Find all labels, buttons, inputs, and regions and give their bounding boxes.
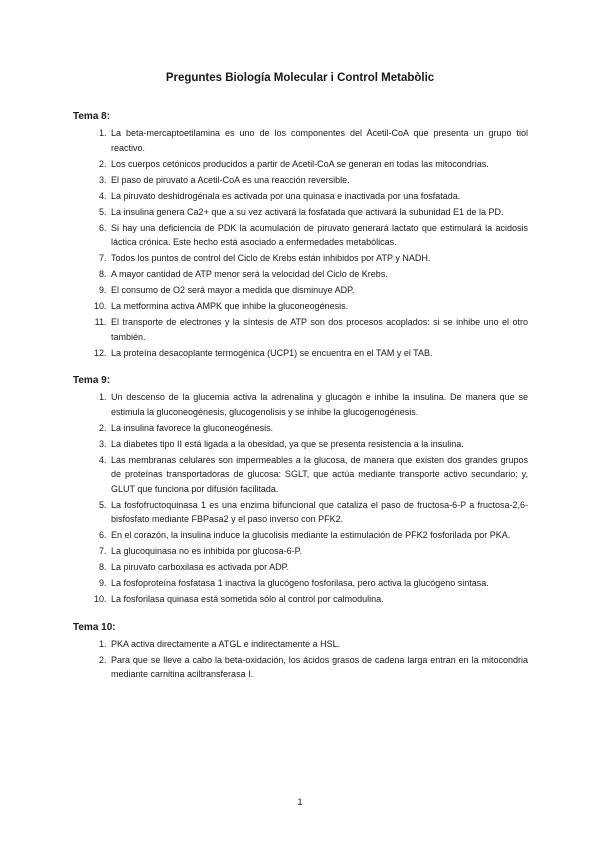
- page-number: 1: [297, 797, 303, 807]
- question-item: 9. La fosfoproteína fosfatasa 1 inactiva la glucógeno fosforilasa, pero activa la glucógeno sintasa.: [109, 576, 528, 591]
- question-item: 12. La proteína desacoplante termogénica (UCP1) se encuentra en el TAM y el TAB.: [109, 346, 528, 361]
- document-title: Preguntes Biología Molecular i Control Metabòlic: [165, 72, 435, 84]
- question-item: 9. El consumo de O2 será mayor a medida que disminuye ADP.: [109, 283, 528, 298]
- question-item: 1. PKA activa directamente a ATGL e indirectamente a HSL.: [109, 637, 528, 652]
- document-body: [73, 110, 528, 696]
- section: [73, 110, 528, 360]
- question-item: 10. La metformina activa AMPK que inhibe la gluconeogénesis.: [109, 299, 528, 314]
- question-item: 8. A mayor cantidad de ATP menor será la velocidad del Ciclo de Krebs.: [109, 267, 528, 282]
- question-item: 3. El paso de piruvato a Acetil-CoA es una reacción reversible.: [109, 173, 528, 188]
- question-item: 1. Un descenso de la glucemia activa la adrenalina y glucagón e inhibe la insulina. De manera que se estimula la gluconeogénesis, glucogenolisis y se inhibe la glucogenogénesis.: [109, 390, 528, 419]
- question-item: 2. Los cuerpos cetónicos producidos a partir de Acetil-CoA se generan en todas las mitocondrias.: [109, 157, 528, 172]
- question-item: 2. La insulina favorece la gluconeogénesis.: [109, 421, 528, 436]
- question-item: 5. La fosfofructoquinasa 1 es una enzima bifuncional que cataliza el paso de fructosa-6-P a fructosa-2,6-bisfosfato mediante FBPasa2 y el paso inverso con PFK2.: [109, 498, 528, 527]
- question-list: [73, 390, 528, 607]
- section: [73, 374, 528, 607]
- section-title: Tema 10:: [73, 621, 116, 633]
- question-item: 4. La piruvato deshidrogénala es activada por una quinasa e inactivada por una fosfatada.: [109, 189, 528, 204]
- question-item: 7. La glucoquinasa no es inhibida por glucosa-6-P.: [109, 544, 528, 559]
- question-list: [73, 126, 528, 360]
- question-item: 5. La insulina genera Ca2+ que a su vez activará la fosfatada que activará la subunidad E1 de la PD.: [109, 205, 528, 220]
- section-title: Tema 9:: [73, 375, 111, 386]
- question-item: 8. La piruvato carboxilasa es activada por ADP.: [109, 560, 528, 575]
- question-item: 1. La beta-mercaptoetilamina es uno de los componentes del Acetil-CoA que presenta un grupo tiol reactivo.: [109, 126, 528, 155]
- question-item: 2. Para que se lleve a cabo la beta-oxidación, los ácidos grasos de cadena larga entran en la mitocondria mediante carnitina aciltransferasa I.: [109, 653, 528, 682]
- question-item: 7. Todos los puntos de control del Ciclo de Krebs están inhibidos por ATP y NADH.: [109, 251, 528, 266]
- section-title: Tema 8:: [73, 111, 111, 122]
- question-item: 6. Si hay una deficiencia de PDK la acumulación de piruvato generará lactato que estimulará la acidosis láctica crónica. Este hecho está asociado a enfermedades metabólicas.: [109, 221, 528, 250]
- question-item: 10. La fosforilasa quinasa está sometida sólo al control por calmodulina.: [109, 592, 528, 607]
- question-item: 6. En el corazón, la insulina induce la glucolisis mediante la estimulación de PFK2 fosforilada por PKA.: [109, 528, 528, 543]
- section: [73, 621, 528, 682]
- question-item: 4. Las membranas celulares son impermeables a la glucosa, de manera que existen dos grandes grupos de proteínas transportadoras de glucosa: SGLT, que actúa mediante transporte activo secundario; y, GLUT que funciona por difusión facilitada.: [109, 453, 528, 497]
- question-item: 3. La diabetes tipo II está ligada a la obesidad, ya que se presenta resistencia a la insulina.: [109, 437, 528, 452]
- question-item: 11. El transporte de electrones y la síntesis de ATP son dos procesos acoplados: si se inhibe uno el otro también.: [109, 315, 528, 344]
- question-list: [73, 637, 528, 682]
